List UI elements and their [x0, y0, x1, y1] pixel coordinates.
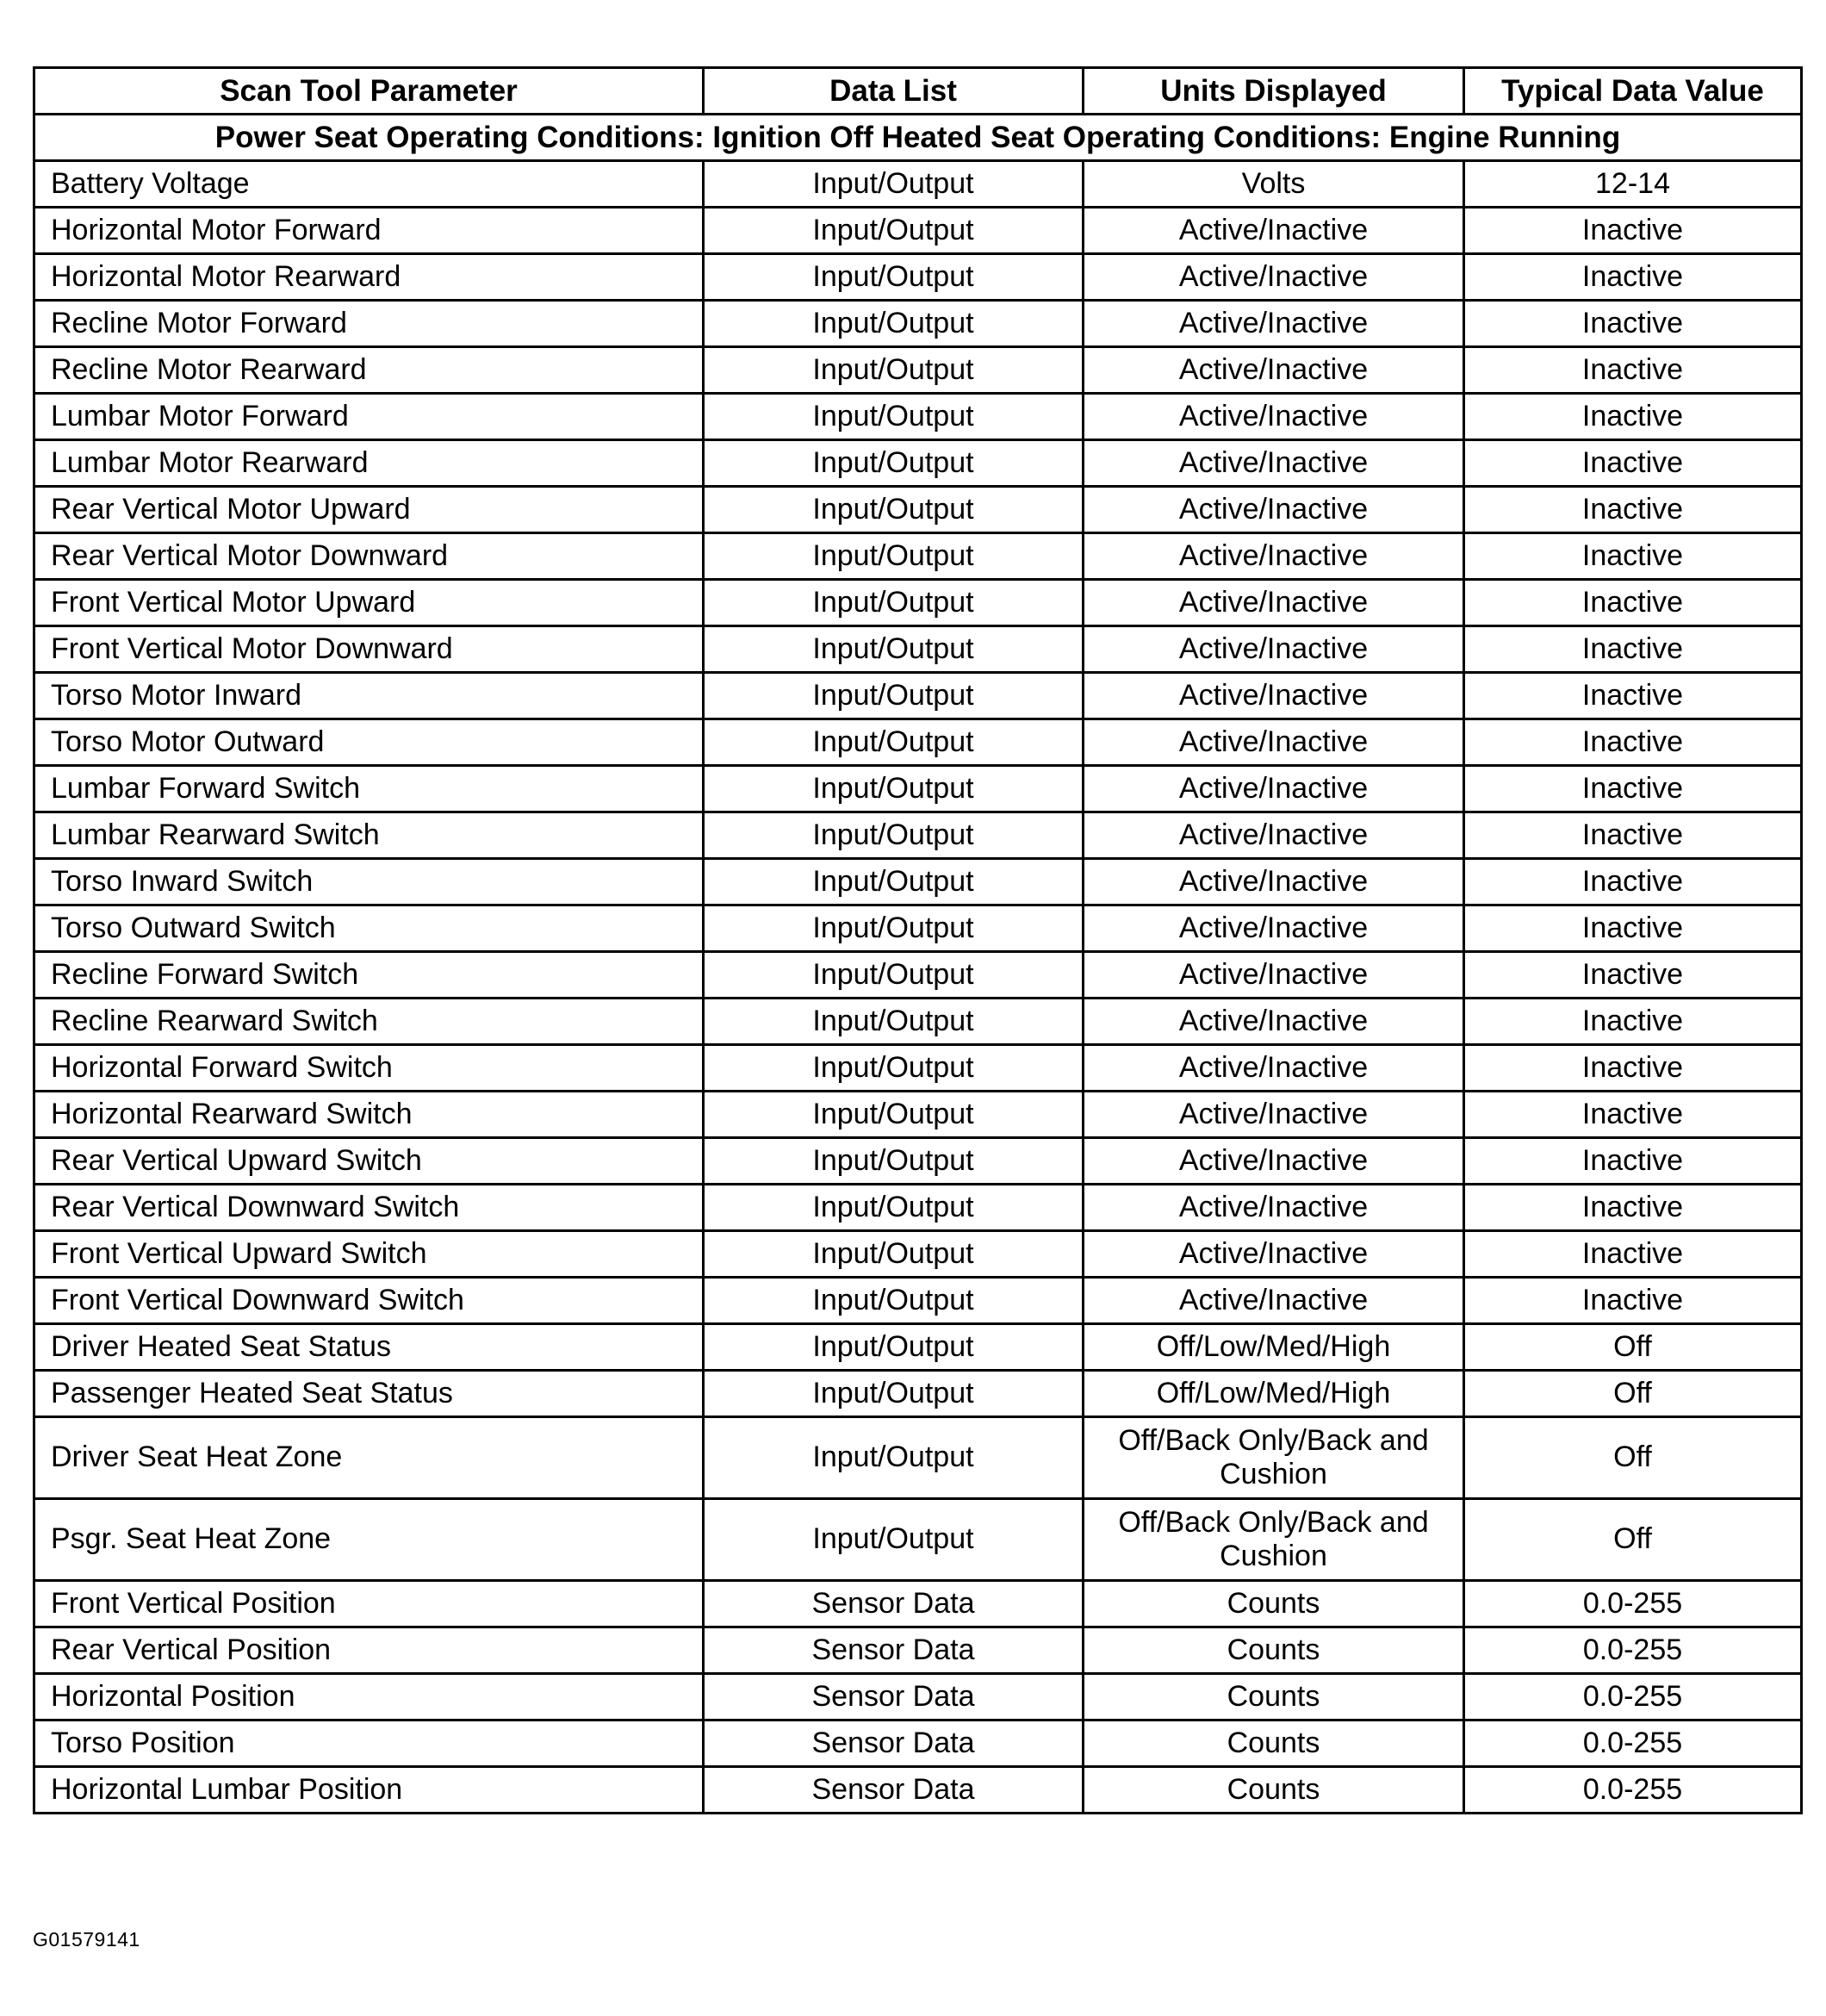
table-row [34, 1278, 1802, 1324]
table-row [34, 1417, 1802, 1499]
table-row [34, 905, 1802, 952]
header-data-list: Data List [704, 68, 1084, 115]
units-cell: Active/Inactive [1084, 347, 1464, 394]
data-list-cell: Input/Output [704, 1231, 1084, 1278]
table-row [34, 766, 1802, 812]
data-list-cell: Input/Output [704, 347, 1084, 394]
section-row [34, 115, 1802, 161]
typical-value-cell: 12-14 [1464, 161, 1802, 208]
units-cell: Active/Inactive [1084, 254, 1464, 301]
header-typical-data-value: Typical Data Value [1464, 68, 1802, 115]
units-cell: Off/Back Only/Back and Cushion [1084, 1417, 1464, 1499]
table-row [34, 859, 1802, 905]
table-header-row [34, 68, 1802, 115]
table-row [34, 1627, 1802, 1674]
typical-value-cell: Inactive [1464, 626, 1802, 673]
units-cell: Off/Back Only/Back and Cushion [1084, 1499, 1464, 1581]
typical-value-cell: Inactive [1464, 859, 1802, 905]
typical-value-cell: 0.0-255 [1464, 1581, 1802, 1627]
units-cell: Counts [1084, 1674, 1464, 1720]
parameter-cell: Recline Motor Forward [34, 301, 704, 347]
table-row [34, 161, 1802, 208]
units-cell: Active/Inactive [1084, 1138, 1464, 1185]
data-list-cell: Input/Output [704, 161, 1084, 208]
units-cell: Active/Inactive [1084, 905, 1464, 952]
data-list-cell: Input/Output [704, 952, 1084, 999]
typical-value-cell: Off [1464, 1324, 1802, 1371]
typical-value-cell: Inactive [1464, 673, 1802, 719]
parameter-cell: Horizontal Lumbar Position [34, 1767, 704, 1814]
data-list-cell: Input/Output [704, 1417, 1084, 1499]
table-row [34, 580, 1802, 626]
parameter-cell: Lumbar Motor Forward [34, 394, 704, 440]
data-list-cell: Input/Output [704, 1499, 1084, 1581]
typical-value-cell: Inactive [1464, 347, 1802, 394]
parameter-cell: Horizontal Motor Rearward [34, 254, 704, 301]
data-list-cell: Input/Output [704, 626, 1084, 673]
data-list-cell: Sensor Data [704, 1627, 1084, 1674]
table-row [34, 487, 1802, 533]
data-list-cell: Input/Output [704, 905, 1084, 952]
data-list-cell: Input/Output [704, 859, 1084, 905]
data-list-cell: Sensor Data [704, 1767, 1084, 1814]
units-cell: Active/Inactive [1084, 952, 1464, 999]
data-list-cell: Sensor Data [704, 1720, 1084, 1767]
units-cell: Active/Inactive [1084, 673, 1464, 719]
units-cell: Active/Inactive [1084, 533, 1464, 580]
data-list-cell: Input/Output [704, 1185, 1084, 1231]
units-cell: Active/Inactive [1084, 440, 1464, 487]
parameter-cell: Horizontal Forward Switch [34, 1045, 704, 1092]
units-cell: Counts [1084, 1767, 1464, 1814]
operating-conditions-title: Power Seat Operating Conditions: Ignition Off Heated Seat Operating Conditions: Engine Running [34, 115, 1802, 161]
typical-value-cell: Inactive [1464, 1092, 1802, 1138]
units-cell: Active/Inactive [1084, 626, 1464, 673]
units-cell: Volts [1084, 161, 1464, 208]
data-list-cell: Input/Output [704, 1092, 1084, 1138]
table-row [34, 1371, 1802, 1417]
units-cell: Active/Inactive [1084, 999, 1464, 1045]
units-cell: Active/Inactive [1084, 766, 1464, 812]
typical-value-cell: Inactive [1464, 254, 1802, 301]
table-row [34, 1674, 1802, 1720]
units-cell: Counts [1084, 1581, 1464, 1627]
data-list-cell: Sensor Data [704, 1581, 1084, 1627]
typical-value-cell: 0.0-255 [1464, 1767, 1802, 1814]
data-list-cell: Input/Output [704, 719, 1084, 766]
units-cell: Active/Inactive [1084, 1045, 1464, 1092]
parameter-cell: Recline Forward Switch [34, 952, 704, 999]
typical-value-cell: Off [1464, 1499, 1802, 1581]
table-row [34, 533, 1802, 580]
typical-value-cell: Inactive [1464, 905, 1802, 952]
table-row [34, 719, 1802, 766]
parameter-cell: Recline Rearward Switch [34, 999, 704, 1045]
typical-value-cell: Inactive [1464, 1231, 1802, 1278]
units-cell: Counts [1084, 1720, 1464, 1767]
typical-value-cell: Off [1464, 1371, 1802, 1417]
parameter-cell: Battery Voltage [34, 161, 704, 208]
typical-value-cell: Inactive [1464, 1045, 1802, 1092]
typical-value-cell: Inactive [1464, 812, 1802, 859]
typical-value-cell: 0.0-255 [1464, 1720, 1802, 1767]
data-list-cell: Input/Output [704, 1045, 1084, 1092]
table-row [34, 1185, 1802, 1231]
parameter-cell: Front Vertical Motor Downward [34, 626, 704, 673]
parameter-cell: Rear Vertical Downward Switch [34, 1185, 704, 1231]
parameter-cell: Rear Vertical Motor Downward [34, 533, 704, 580]
parameter-cell: Front Vertical Position [34, 1581, 704, 1627]
data-list-cell: Input/Output [704, 1138, 1084, 1185]
table-row [34, 1767, 1802, 1814]
table-row [34, 1138, 1802, 1185]
data-list-cell: Input/Output [704, 812, 1084, 859]
table-row [34, 1499, 1802, 1581]
parameter-cell: Torso Motor Inward [34, 673, 704, 719]
parameter-cell: Recline Motor Rearward [34, 347, 704, 394]
table-row [34, 208, 1802, 254]
parameter-cell: Driver Seat Heat Zone [34, 1417, 704, 1499]
units-cell: Off/Low/Med/High [1084, 1324, 1464, 1371]
typical-value-cell: Inactive [1464, 719, 1802, 766]
parameter-cell: Lumbar Rearward Switch [34, 812, 704, 859]
data-list-cell: Input/Output [704, 766, 1084, 812]
parameter-cell: Front Vertical Upward Switch [34, 1231, 704, 1278]
typical-value-cell: Inactive [1464, 1185, 1802, 1231]
parameter-cell: Front Vertical Motor Upward [34, 580, 704, 626]
table-row [34, 347, 1802, 394]
typical-value-cell: Inactive [1464, 999, 1802, 1045]
table-row [34, 999, 1802, 1045]
table-row [34, 1092, 1802, 1138]
data-list-cell: Input/Output [704, 580, 1084, 626]
header-units-displayed: Units Displayed [1084, 68, 1464, 115]
table-row [34, 1231, 1802, 1278]
typical-value-cell: Inactive [1464, 766, 1802, 812]
table-row [34, 952, 1802, 999]
data-list-cell: Input/Output [704, 1324, 1084, 1371]
units-cell: Counts [1084, 1627, 1464, 1674]
parameter-cell: Rear Vertical Position [34, 1627, 704, 1674]
units-cell: Active/Inactive [1084, 719, 1464, 766]
typical-value-cell: 0.0-255 [1464, 1674, 1802, 1720]
table-row [34, 1045, 1802, 1092]
typical-value-cell: Inactive [1464, 1278, 1802, 1324]
table-row [34, 301, 1802, 347]
parameter-cell: Torso Outward Switch [34, 905, 704, 952]
data-list-cell: Input/Output [704, 301, 1084, 347]
table-row [34, 673, 1802, 719]
data-list-cell: Input/Output [704, 394, 1084, 440]
table-row [34, 1324, 1802, 1371]
units-cell: Off/Low/Med/High [1084, 1371, 1464, 1417]
parameter-cell: Horizontal Position [34, 1674, 704, 1720]
data-list-cell: Input/Output [704, 1278, 1084, 1324]
typical-value-cell: Inactive [1464, 487, 1802, 533]
units-cell: Active/Inactive [1084, 1278, 1464, 1324]
units-cell: Active/Inactive [1084, 1092, 1464, 1138]
typical-value-cell: Inactive [1464, 394, 1802, 440]
scan-tool-data-table [33, 66, 1803, 1814]
header-scan-tool-parameter: Scan Tool Parameter [34, 68, 704, 115]
typical-value-cell: Inactive [1464, 533, 1802, 580]
typical-value-cell: 0.0-255 [1464, 1627, 1802, 1674]
typical-value-cell: Inactive [1464, 301, 1802, 347]
parameter-cell: Psgr. Seat Heat Zone [34, 1499, 704, 1581]
parameter-cell: Torso Motor Outward [34, 719, 704, 766]
units-cell: Active/Inactive [1084, 859, 1464, 905]
units-cell: Active/Inactive [1084, 208, 1464, 254]
units-cell: Active/Inactive [1084, 1231, 1464, 1278]
data-list-cell: Input/Output [704, 440, 1084, 487]
table-row [34, 394, 1802, 440]
parameter-cell: Lumbar Motor Rearward [34, 440, 704, 487]
parameter-cell: Rear Vertical Motor Upward [34, 487, 704, 533]
units-cell: Active/Inactive [1084, 394, 1464, 440]
typical-value-cell: Inactive [1464, 952, 1802, 999]
units-cell: Active/Inactive [1084, 301, 1464, 347]
parameter-cell: Torso Position [34, 1720, 704, 1767]
data-list-cell: Input/Output [704, 533, 1084, 580]
data-list-cell: Input/Output [704, 673, 1084, 719]
data-list-cell: Input/Output [704, 208, 1084, 254]
parameter-cell: Horizontal Motor Forward [34, 208, 704, 254]
typical-value-cell: Inactive [1464, 208, 1802, 254]
parameter-cell: Horizontal Rearward Switch [34, 1092, 704, 1138]
table-row [34, 1720, 1802, 1767]
parameter-cell: Lumbar Forward Switch [34, 766, 704, 812]
parameter-cell: Rear Vertical Upward Switch [34, 1138, 704, 1185]
typical-value-cell: Inactive [1464, 440, 1802, 487]
parameter-cell: Passenger Heated Seat Status [34, 1371, 704, 1417]
units-cell: Active/Inactive [1084, 580, 1464, 626]
table-row [34, 626, 1802, 673]
typical-value-cell: Off [1464, 1417, 1802, 1499]
data-list-cell: Input/Output [704, 1371, 1084, 1417]
units-cell: Active/Inactive [1084, 487, 1464, 533]
typical-value-cell: Inactive [1464, 580, 1802, 626]
table-row [34, 254, 1802, 301]
figure-id: G01579141 [33, 1928, 140, 1951]
data-list-cell: Input/Output [704, 999, 1084, 1045]
parameter-cell: Front Vertical Downward Switch [34, 1278, 704, 1324]
data-list-cell: Input/Output [704, 487, 1084, 533]
table-row [34, 812, 1802, 859]
table-row [34, 1581, 1802, 1627]
table-row [34, 440, 1802, 487]
data-list-cell: Sensor Data [704, 1674, 1084, 1720]
parameter-cell: Driver Heated Seat Status [34, 1324, 704, 1371]
data-list-cell: Input/Output [704, 254, 1084, 301]
units-cell: Active/Inactive [1084, 1185, 1464, 1231]
units-cell: Active/Inactive [1084, 812, 1464, 859]
typical-value-cell: Inactive [1464, 1138, 1802, 1185]
parameter-cell: Torso Inward Switch [34, 859, 704, 905]
